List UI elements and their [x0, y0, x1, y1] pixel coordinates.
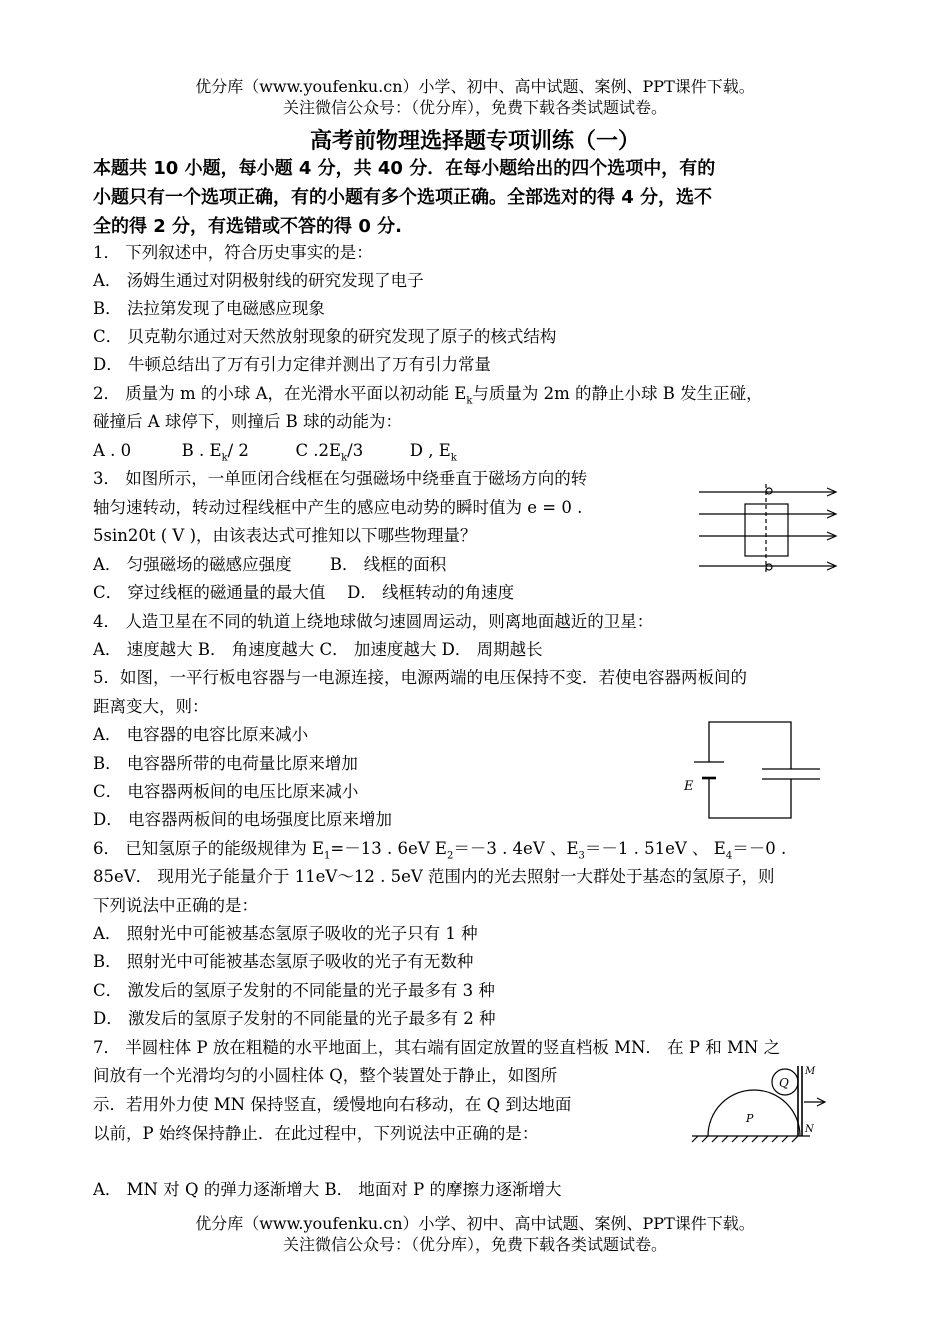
q3-stem-line-2: 轴匀速转动，转动过程线框中产生的感应电动势的瞬时值为 e = 0 .	[93, 498, 583, 517]
q1-option-b: B． 法拉第发现了电磁感应现象	[93, 299, 325, 318]
q7-half-cylinder-figure	[690, 1062, 848, 1146]
q7-figure-label-q: Q	[779, 1076, 789, 1090]
instructions	[93, 154, 863, 241]
q1-stem: 1． 下列叙述中，符合历史事实的是：	[93, 243, 373, 262]
q5-option-b: B． 电容器所带的电荷量比原来增加	[93, 754, 358, 773]
footer-line-2: 关注微信公众号：（优分库），免费下载各类试题试卷。	[282, 1235, 667, 1254]
q6-option-b: B． 照射光中可能被基态氢原子吸收的光子有无数种	[93, 952, 474, 971]
q2-option-c: C $.2E_k/3$	[295, 441, 364, 464]
q7-figure-label-m: M	[805, 1066, 816, 1077]
q5-stem-line-2: 距离变大，则：	[93, 697, 209, 716]
q6-option-d: D． 激发后的氢原子发射的不同能量的光子最多有 2 种	[93, 1009, 496, 1028]
header-line-1: 优分库（www.youfenku.cn）小学、初中、高中试题、案例、PPT课件下载。	[195, 77, 755, 96]
q4-options: A． 速度越大 B． 角速度越大 C． 加速度越大 D． 周期越长	[93, 640, 543, 659]
q7-figure-label-n: N	[805, 1124, 814, 1135]
q5-stem-line-1: 5．如图，一平行板电容器与一电源连接，电源两端的电压保持不变．若使电容器两板间的	[93, 668, 747, 687]
header-line-2: 关注微信公众号：（优分库），免费下载各类试题试卷。	[282, 98, 667, 117]
q2-stem-line-1: 2． 质量为 m 的小球 A，在光滑水平面以初动能 $E_k$与质量为 2m 的静止小球 B 发生正碰，	[93, 384, 763, 407]
instructions-line-3: 全的得 2 分，有选错或不答的得 0 分.	[93, 216, 402, 237]
instructions-line-1: 本题共 10 小题，每小题 4 分，共 40 分．在每小题给出的四个选项中，有的	[93, 158, 716, 179]
q6-option-c: C． 激发后的氢原子发射的不同能量的光子最多有 3 种	[93, 981, 495, 1000]
q2-option-b: B . $E_k/$ 2	[181, 441, 249, 464]
q7-stem-line-3: 示．若用外力使 MN 保持竖直，缓慢地向右移动，在 Q 到达地面	[93, 1095, 572, 1114]
q5-capacitor-circuit-figure	[680, 716, 820, 824]
q5-option-d: D． 电容器两板间的电场强度比原来增加	[93, 810, 392, 829]
q7-options-ab: A． MN 对 Q 的弹力逐渐增大 B． 地面对 P 的摩擦力逐渐增大	[93, 1180, 562, 1199]
instructions-line-2: 小题只有一个选项正确，有的小题有多个选项正确。全部选对的得 4 分，选不	[93, 187, 713, 208]
footer-line-1: 优分库（www.youfenku.cn）小学、初中、高中试题、案例、PPT课件下载。	[195, 1214, 755, 1233]
q7-figure-label-p: P	[746, 1112, 754, 1125]
q2-stem-line-2: 碰撞后 A 球停下，则撞后 B 球的动能为：	[93, 412, 403, 431]
q2-option-d: D , $E_k$	[409, 441, 457, 464]
q3-magnetic-field-figure	[695, 478, 845, 578]
q3-stem-line-1: 3． 如图所示，一单匝闭合线框在匀强磁场中绕垂直于磁场方向的转	[93, 469, 588, 488]
page-title: 高考前物理选择题专项训练（一）	[309, 129, 640, 154]
q6-stem-line-2: 85eV． 现用光子能量介于 11eV～12 . 5eV 范围内的光去照射一大群处于基态的氢原子，则	[93, 867, 775, 886]
q7-stem-line-1: 7． 半圆柱体 P 放在粗糙的水平地面上，其右端有固定放置的竖直档板 MN． 在 P 和 MN 之	[93, 1038, 781, 1057]
q5-figure-label-e: E	[684, 779, 694, 794]
q6-stem-line-3: 下列说法中正确的是：	[93, 896, 258, 915]
q1-option-c: C． 贝克勒尔通过对天然放射现象的研究发现了原子的核式结构	[93, 327, 557, 346]
q3-options-cd: C． 穿过线框的磁通量的最大值 D． 线框转动的角速度	[93, 583, 515, 602]
q4-stem: 4． 人造卫星在不同的轨道上绕地球做匀速圆周运动，则离地面越近的卫星：	[93, 612, 654, 631]
q7-stem-line-2: 间放有一个光滑均匀的小圆柱体 Q，整个装置处于静止，如图所	[93, 1066, 558, 1085]
q7-stem-line-4: 以前，P 始终保持静止．在此过程中，下列说法中正确的是：	[93, 1124, 539, 1143]
q1-option-a: A． 汤姆生通过对阴极射线的研究发现了电子	[93, 271, 424, 290]
q2-option-a: A . 0	[93, 441, 132, 460]
q6-option-a: A． 照射光中可能被基态氢原子吸收的光子只有 1 种	[93, 924, 478, 943]
q3-options-ab: A． 匀强磁场的磁感应强度 B． 线框的面积	[93, 555, 447, 574]
q6-stem-line-1: 6． 已知氢原子的能级规律为 $E_1=-13$ . 6eV $E_2=-3$ . 4eV 、$E_3=-1$ . 51eV 、 $E_4=-0$ .	[93, 839, 787, 862]
q1-option-d: D． 牛顿总结出了万有引力定律并测出了万有引力常量	[93, 355, 491, 374]
q3-stem-line-3: 5sin20t ( V )，由该表达式可推知以下哪些物理量？	[93, 526, 477, 545]
q5-option-a: A． 电容器的电容比原来减小	[93, 725, 309, 744]
q5-option-c: C． 电容器两板间的电压比原来减小	[93, 782, 359, 801]
